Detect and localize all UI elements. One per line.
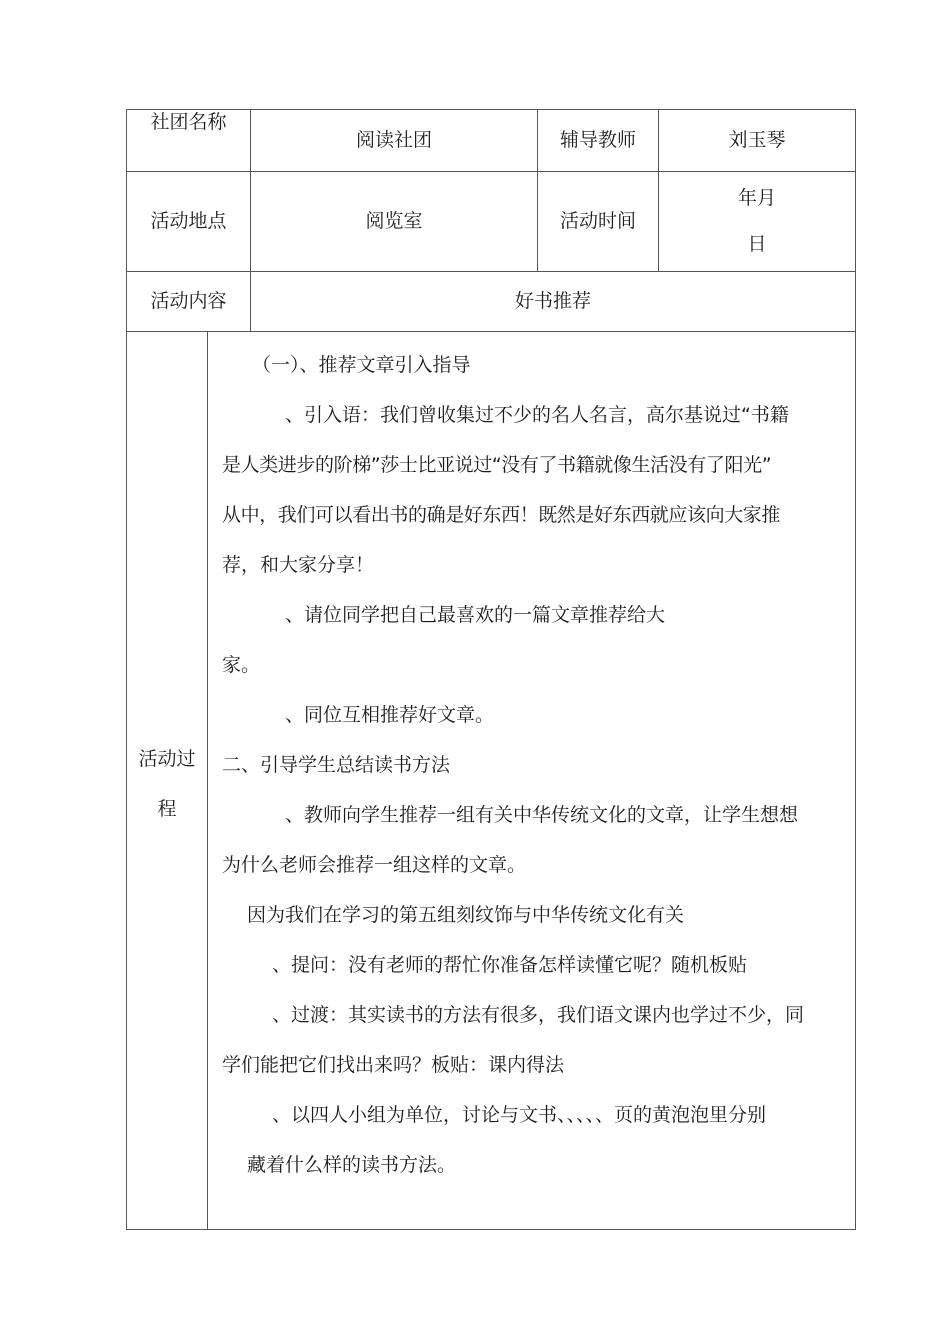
col-divider-process <box>207 331 208 1230</box>
process-line: 从中，我们可以看出书的确是好东西！既然是好东西就应该向大家推 <box>222 504 781 526</box>
process-label <box>127 750 207 830</box>
club-name-label-text: 社团名称 <box>150 111 227 133</box>
time-line-2: 日 <box>747 233 767 255</box>
advisor-label-text: 辅导教师 <box>559 129 636 151</box>
process-line: 、引入语：我们曾收集过不少的名人名言，高尔基说过“书籍 <box>285 404 789 426</box>
process-line: （一）、推荐文章引入指导 <box>252 354 471 376</box>
time-label <box>538 172 658 271</box>
location-label-text: 活动地点 <box>150 210 227 232</box>
process-line: 因为我们在学习的第五组刻纹饰与中华传统文化有关 <box>247 904 685 926</box>
club-name-value <box>251 110 537 171</box>
process-line: 、过渡：其实读书的方法有很多，我们语文课内也学过不少，同 <box>272 1004 805 1026</box>
content-label-text: 活动内容 <box>150 290 227 312</box>
content-value <box>251 272 855 331</box>
process-line: 、同位互相推荐好文章。 <box>285 704 495 726</box>
table-border-bottom <box>126 1229 856 1230</box>
content-label <box>127 272 250 331</box>
process-line: 学们能把它们找出来吗？板贴：课内得法 <box>222 1054 565 1076</box>
advisor-value <box>659 110 855 171</box>
process-label-line-2: 程 <box>157 798 177 820</box>
location-value <box>251 172 537 271</box>
time-label-text: 活动时间 <box>559 210 636 232</box>
time-value <box>659 172 855 271</box>
location-text: 阅览室 <box>365 210 423 232</box>
process-line: 、以四人小组为单位，讨论与文书、、、、、页的黄泡泡里分别 <box>272 1104 767 1126</box>
row-divider-3 <box>126 331 856 332</box>
process-line: 荐，和大家分享！ <box>222 554 375 576</box>
location-label <box>127 172 250 271</box>
table-border-right <box>855 109 856 1230</box>
time-line-1: 年月 <box>737 187 776 209</box>
advisor-label <box>538 110 658 171</box>
content-text: 好书推荐 <box>514 290 591 312</box>
club-name-text: 阅读社团 <box>355 129 432 151</box>
process-line: 、提问：没有老师的帮忙你准备怎样读懂它呢？随机板贴 <box>272 954 748 976</box>
process-line: 二、引导学生总结读书方法 <box>222 754 451 776</box>
process-line: 家。 <box>222 654 261 676</box>
process-label-line-1: 活动过 <box>138 748 196 770</box>
club-name-label <box>127 113 250 169</box>
process-line: 、请位同学把自己最喜欢的一篇文章推荐给大 <box>285 604 666 626</box>
process-line: 藏着什么样的读书方法。 <box>247 1154 457 1176</box>
process-line: 是人类进步的阶梯”莎士比亚说过“没有了书籍就像生活没有了阳光” <box>222 454 772 476</box>
process-line: 、教师向学生推荐一组有关中华传统文化的文章，让学生想想 <box>285 804 799 826</box>
advisor-text: 刘玉琴 <box>728 129 786 151</box>
process-line: 为什么老师会推荐一组这样的文章。 <box>222 854 527 876</box>
